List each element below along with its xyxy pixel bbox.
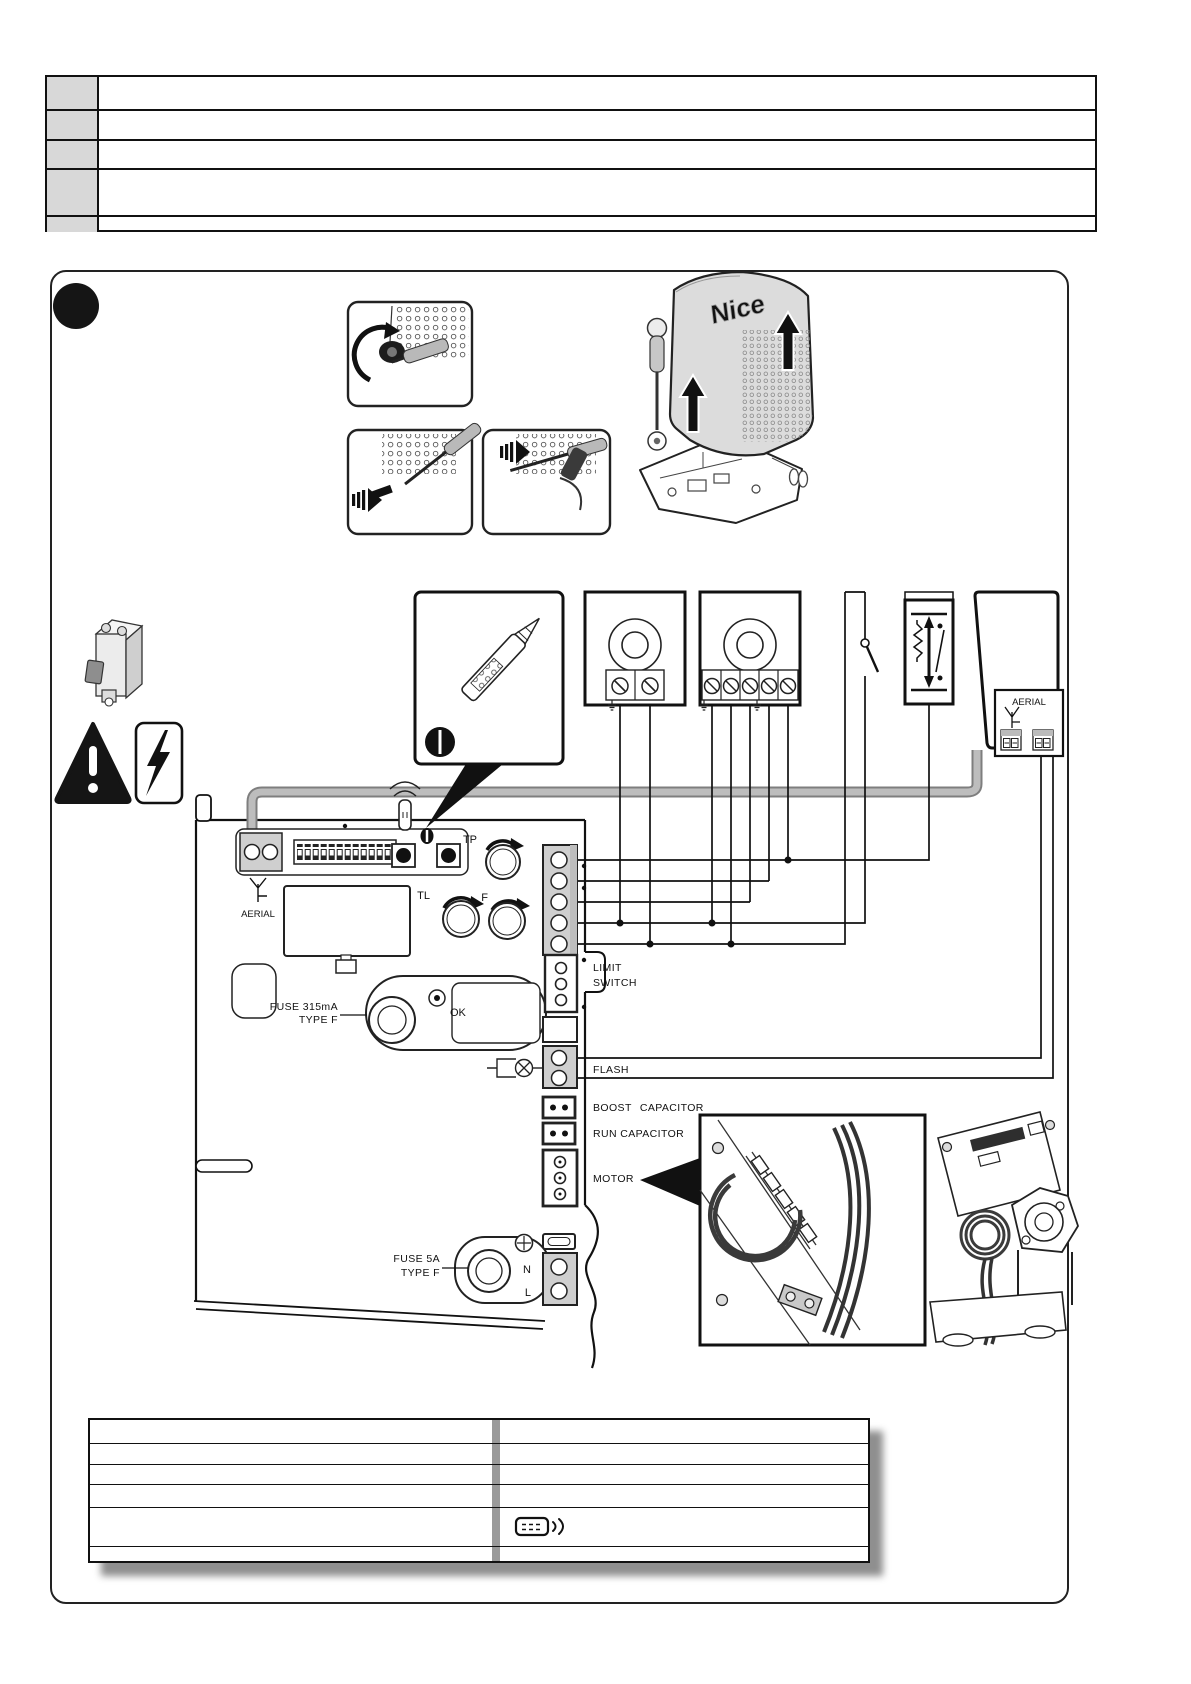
f-label: F	[481, 892, 488, 904]
cover-removal-step-pry-1	[348, 421, 483, 534]
board-aerial-label: AERIAL	[241, 909, 275, 920]
svg-text:FUSE 315mA: FUSE 315mA	[269, 1001, 338, 1013]
gearmotor-drawing	[930, 1112, 1078, 1346]
lamp-aerial-label: AERIAL	[1012, 697, 1046, 708]
power-area	[455, 1234, 577, 1305]
table-row	[90, 1420, 868, 1444]
ok-label: OK	[450, 1007, 466, 1019]
terminal-labels	[593, 962, 704, 1185]
table-row	[90, 1485, 868, 1508]
table-cell	[90, 1444, 492, 1464]
table-cell	[90, 1547, 492, 1565]
table-cell	[90, 1465, 492, 1484]
table-row	[90, 1444, 868, 1465]
callout-pointer	[640, 1158, 700, 1206]
accessory-keyswitch-box	[585, 592, 685, 705]
limit-switch-label-2: SWITCH	[593, 977, 637, 989]
table-cell	[492, 1465, 868, 1484]
tl-label: TL	[417, 890, 430, 902]
switch-contact	[861, 639, 869, 647]
table-cell	[492, 1485, 868, 1507]
svg-text:TYPE F: TYPE F	[400, 1267, 440, 1279]
warning-triangle-icon	[56, 724, 129, 802]
motor-label: MOTOR	[593, 1173, 634, 1185]
table-cell	[492, 1444, 868, 1464]
table-cell	[492, 1420, 868, 1443]
table-cell	[492, 1547, 868, 1565]
table-cell	[90, 1420, 492, 1443]
flash-label: FLASH	[593, 1064, 629, 1076]
circuit-breaker	[85, 620, 142, 706]
transformer-area	[366, 976, 546, 1050]
neutral-label: N	[523, 1264, 531, 1276]
table-row	[90, 1465, 868, 1485]
line-label: L	[524, 1287, 531, 1299]
brand-logo: Nice	[709, 287, 767, 330]
cover-removal-step-pry-2	[483, 430, 610, 534]
bottom-table	[88, 1418, 870, 1563]
svg-text:TYPE F: TYPE F	[298, 1014, 338, 1026]
table-cell	[90, 1485, 492, 1507]
accessory-photocell-box	[700, 592, 800, 705]
table-row	[90, 1508, 868, 1547]
tp-label: TP	[462, 834, 477, 846]
gearmotor-cover-removal	[640, 272, 814, 523]
motor-wiring-inset	[700, 1115, 925, 1345]
receiver-slot	[284, 886, 410, 956]
cover-removal-step-unlock	[348, 302, 472, 406]
svg-text:FUSE 5A: FUSE 5A	[393, 1253, 440, 1265]
resistive-edge-box	[905, 592, 953, 704]
limit-switch-label-1: LIMIT	[593, 962, 622, 974]
flashing-lamp	[975, 592, 1063, 756]
screwdriver-icon	[648, 319, 667, 451]
boost-capacitor-terminal	[543, 1097, 575, 1118]
table-cell	[90, 1508, 492, 1546]
high-voltage-icon	[136, 723, 182, 803]
table-row	[90, 1547, 868, 1565]
transmitter-icon	[514, 1515, 570, 1539]
lamp-aerial-box	[995, 690, 1063, 756]
boost-capacitor-label: BOOST CAPACITOR	[593, 1102, 704, 1114]
run-capacitor-terminal	[543, 1123, 575, 1144]
table-cell	[492, 1508, 868, 1546]
run-capacitor-label: RUN CAPACITOR	[593, 1128, 685, 1140]
